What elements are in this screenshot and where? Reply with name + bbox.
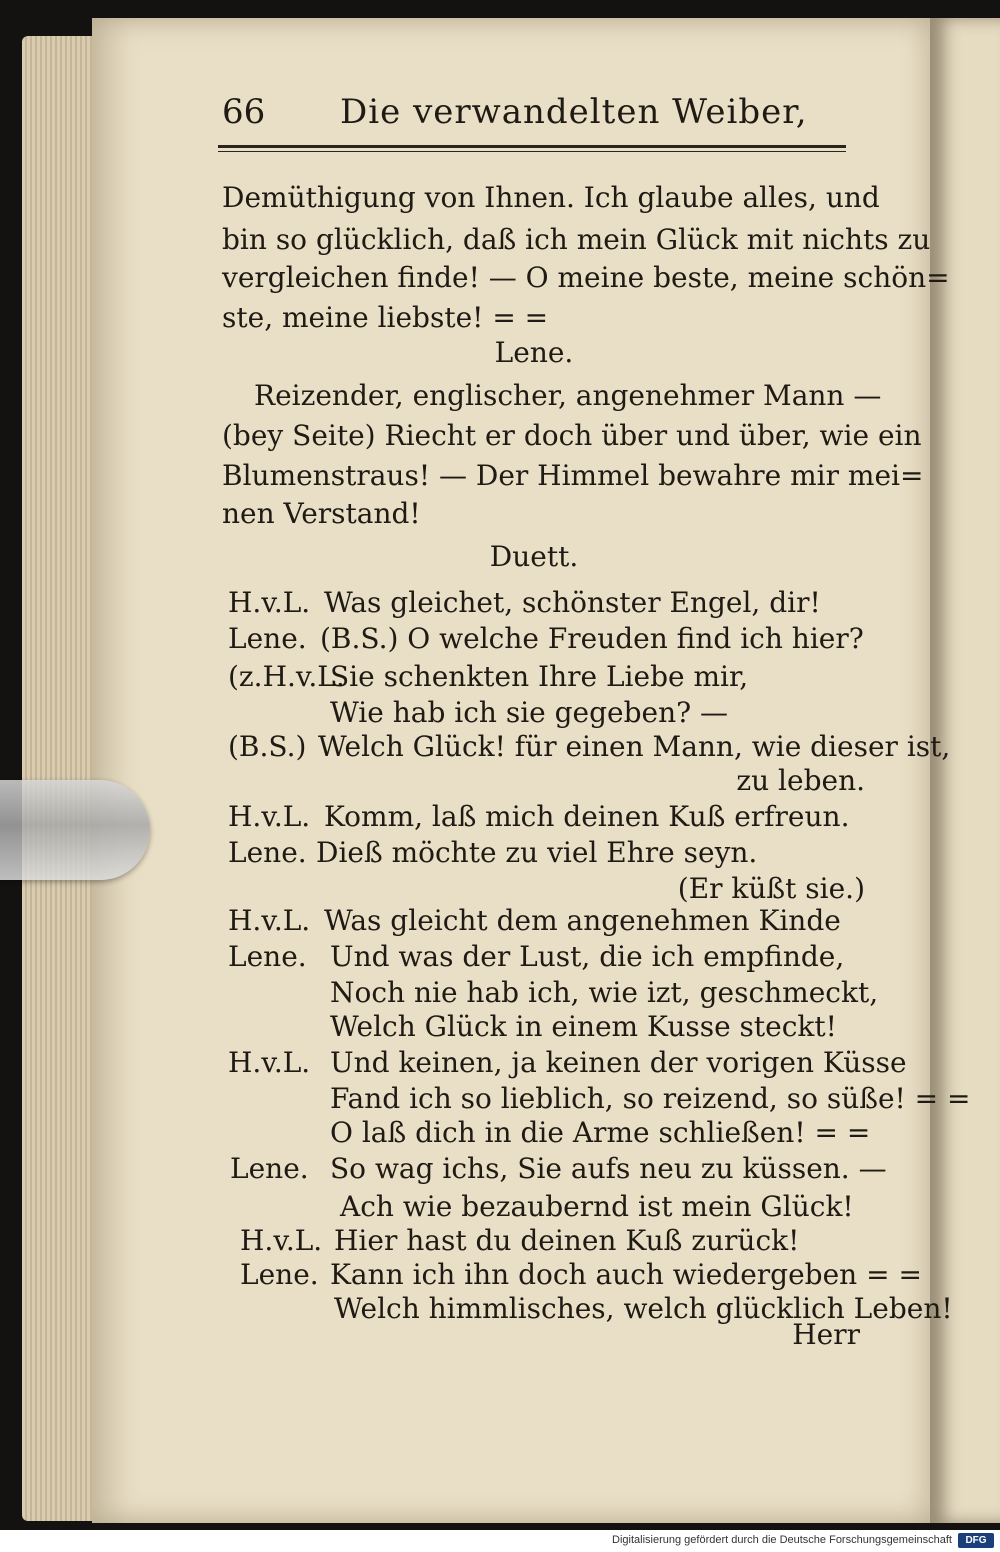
dfg-logo-icon: DFG bbox=[958, 1533, 994, 1548]
catchword: Herr bbox=[792, 1318, 860, 1351]
prose-line: bin so glücklich, daß ich mein Glück mit nichts zu bbox=[222, 223, 931, 256]
page-clamp bbox=[0, 780, 150, 880]
duet-speaker: Lene. bbox=[230, 1152, 309, 1185]
duet-speaker: Lene. bbox=[240, 1258, 319, 1291]
duet-line: Wie hab ich sie gegeben? — bbox=[330, 696, 729, 729]
speech-line: Reizender, englischer, angenehmer Mann — bbox=[254, 379, 882, 412]
running-title: Die verwandelten Weiber, bbox=[340, 92, 808, 132]
duet-line: Fand ich so lieblich, so reizend, so süße! = = bbox=[330, 1082, 971, 1115]
duet-speaker: Lene. bbox=[228, 622, 307, 655]
speech-line: Blumenstraus! — Der Himmel bewahre mir mei= bbox=[222, 459, 924, 492]
duet-line: (B.S.) O welche Freuden find ich hier? bbox=[320, 622, 864, 655]
speech-line: nen Verstand! bbox=[222, 497, 421, 530]
duet-line: Hier hast du deinen Kuß zurück! bbox=[334, 1224, 800, 1257]
duet-speaker: H.v.L. bbox=[228, 904, 311, 937]
duet-speaker: Lene. bbox=[228, 836, 307, 869]
duet-speaker: H.v.L. bbox=[228, 800, 311, 833]
duet-speaker: (B.S.) bbox=[228, 730, 307, 763]
prose-line: vergleichen finde! — O meine beste, meine schön= bbox=[222, 261, 950, 294]
duet-line: Noch nie hab ich, wie izt, geschmeckt, bbox=[330, 976, 879, 1009]
duet-line: Komm, laß mich deinen Kuß erfreun. bbox=[324, 800, 850, 833]
duet-line: Sie schenkten Ihre Liebe mir, bbox=[330, 660, 749, 693]
duet-line: Was gleichet, schönster Engel, dir! bbox=[324, 586, 821, 619]
duet-line: So wag ichs, Sie aufs neu zu küssen. — bbox=[330, 1152, 887, 1185]
duet-line: Welch Glück! für einen Mann, wie dieser ist, bbox=[318, 730, 951, 763]
duet-line: Dieß möchte zu viel Ehre seyn. bbox=[316, 836, 758, 869]
duet-line: Welch Glück in einem Kusse steckt! bbox=[330, 1010, 837, 1043]
header-rule-thin bbox=[218, 151, 846, 152]
speaker-heading: Lene. bbox=[494, 336, 574, 369]
duet-line: O laß dich in die Arme schließen! = = bbox=[330, 1116, 871, 1149]
footer-credit: Digitalisierung gefördert durch die Deutsche Forschungsgemeinschaft bbox=[612, 1534, 952, 1546]
duet-line: Ach wie bezaubernd ist mein Glück! bbox=[340, 1190, 854, 1223]
footer-bar bbox=[0, 1530, 1000, 1552]
duet-speaker: H.v.L. bbox=[228, 1046, 311, 1079]
duet-line: Und keinen, ja keinen der vorigen Küsse bbox=[330, 1046, 907, 1079]
prose-line: ste, meine liebste! = = bbox=[222, 301, 549, 334]
duet-speaker: H.v.L. bbox=[240, 1224, 323, 1257]
duet-line: zu leben. bbox=[736, 764, 865, 797]
duet-speaker: H.v.L. bbox=[228, 586, 311, 619]
speech-line: (bey Seite) Riecht er doch über und über, wie ein bbox=[222, 419, 922, 452]
duet-line: (Er küßt sie.) bbox=[677, 872, 865, 905]
duet-heading: Duett. bbox=[489, 540, 579, 573]
prose-line: Demüthigung von Ihnen. Ich glaube alles, und bbox=[222, 181, 880, 214]
header-rule-thick bbox=[218, 145, 846, 148]
duet-line: Welch himmlisches, welch glücklich Leben! bbox=[334, 1292, 953, 1325]
duet-line: Was gleicht dem angenehmen Kinde bbox=[324, 904, 841, 937]
page-stack-edge bbox=[22, 36, 100, 1521]
duet-line: Kann ich ihn doch auch wiedergeben = = bbox=[330, 1258, 922, 1291]
duet-speaker: Lene. bbox=[228, 940, 307, 973]
duet-speaker: (z.H.v.L. bbox=[228, 660, 345, 693]
page-number: 66 bbox=[222, 92, 266, 132]
duet-line: Und was der Lust, die ich empfinde, bbox=[330, 940, 845, 973]
